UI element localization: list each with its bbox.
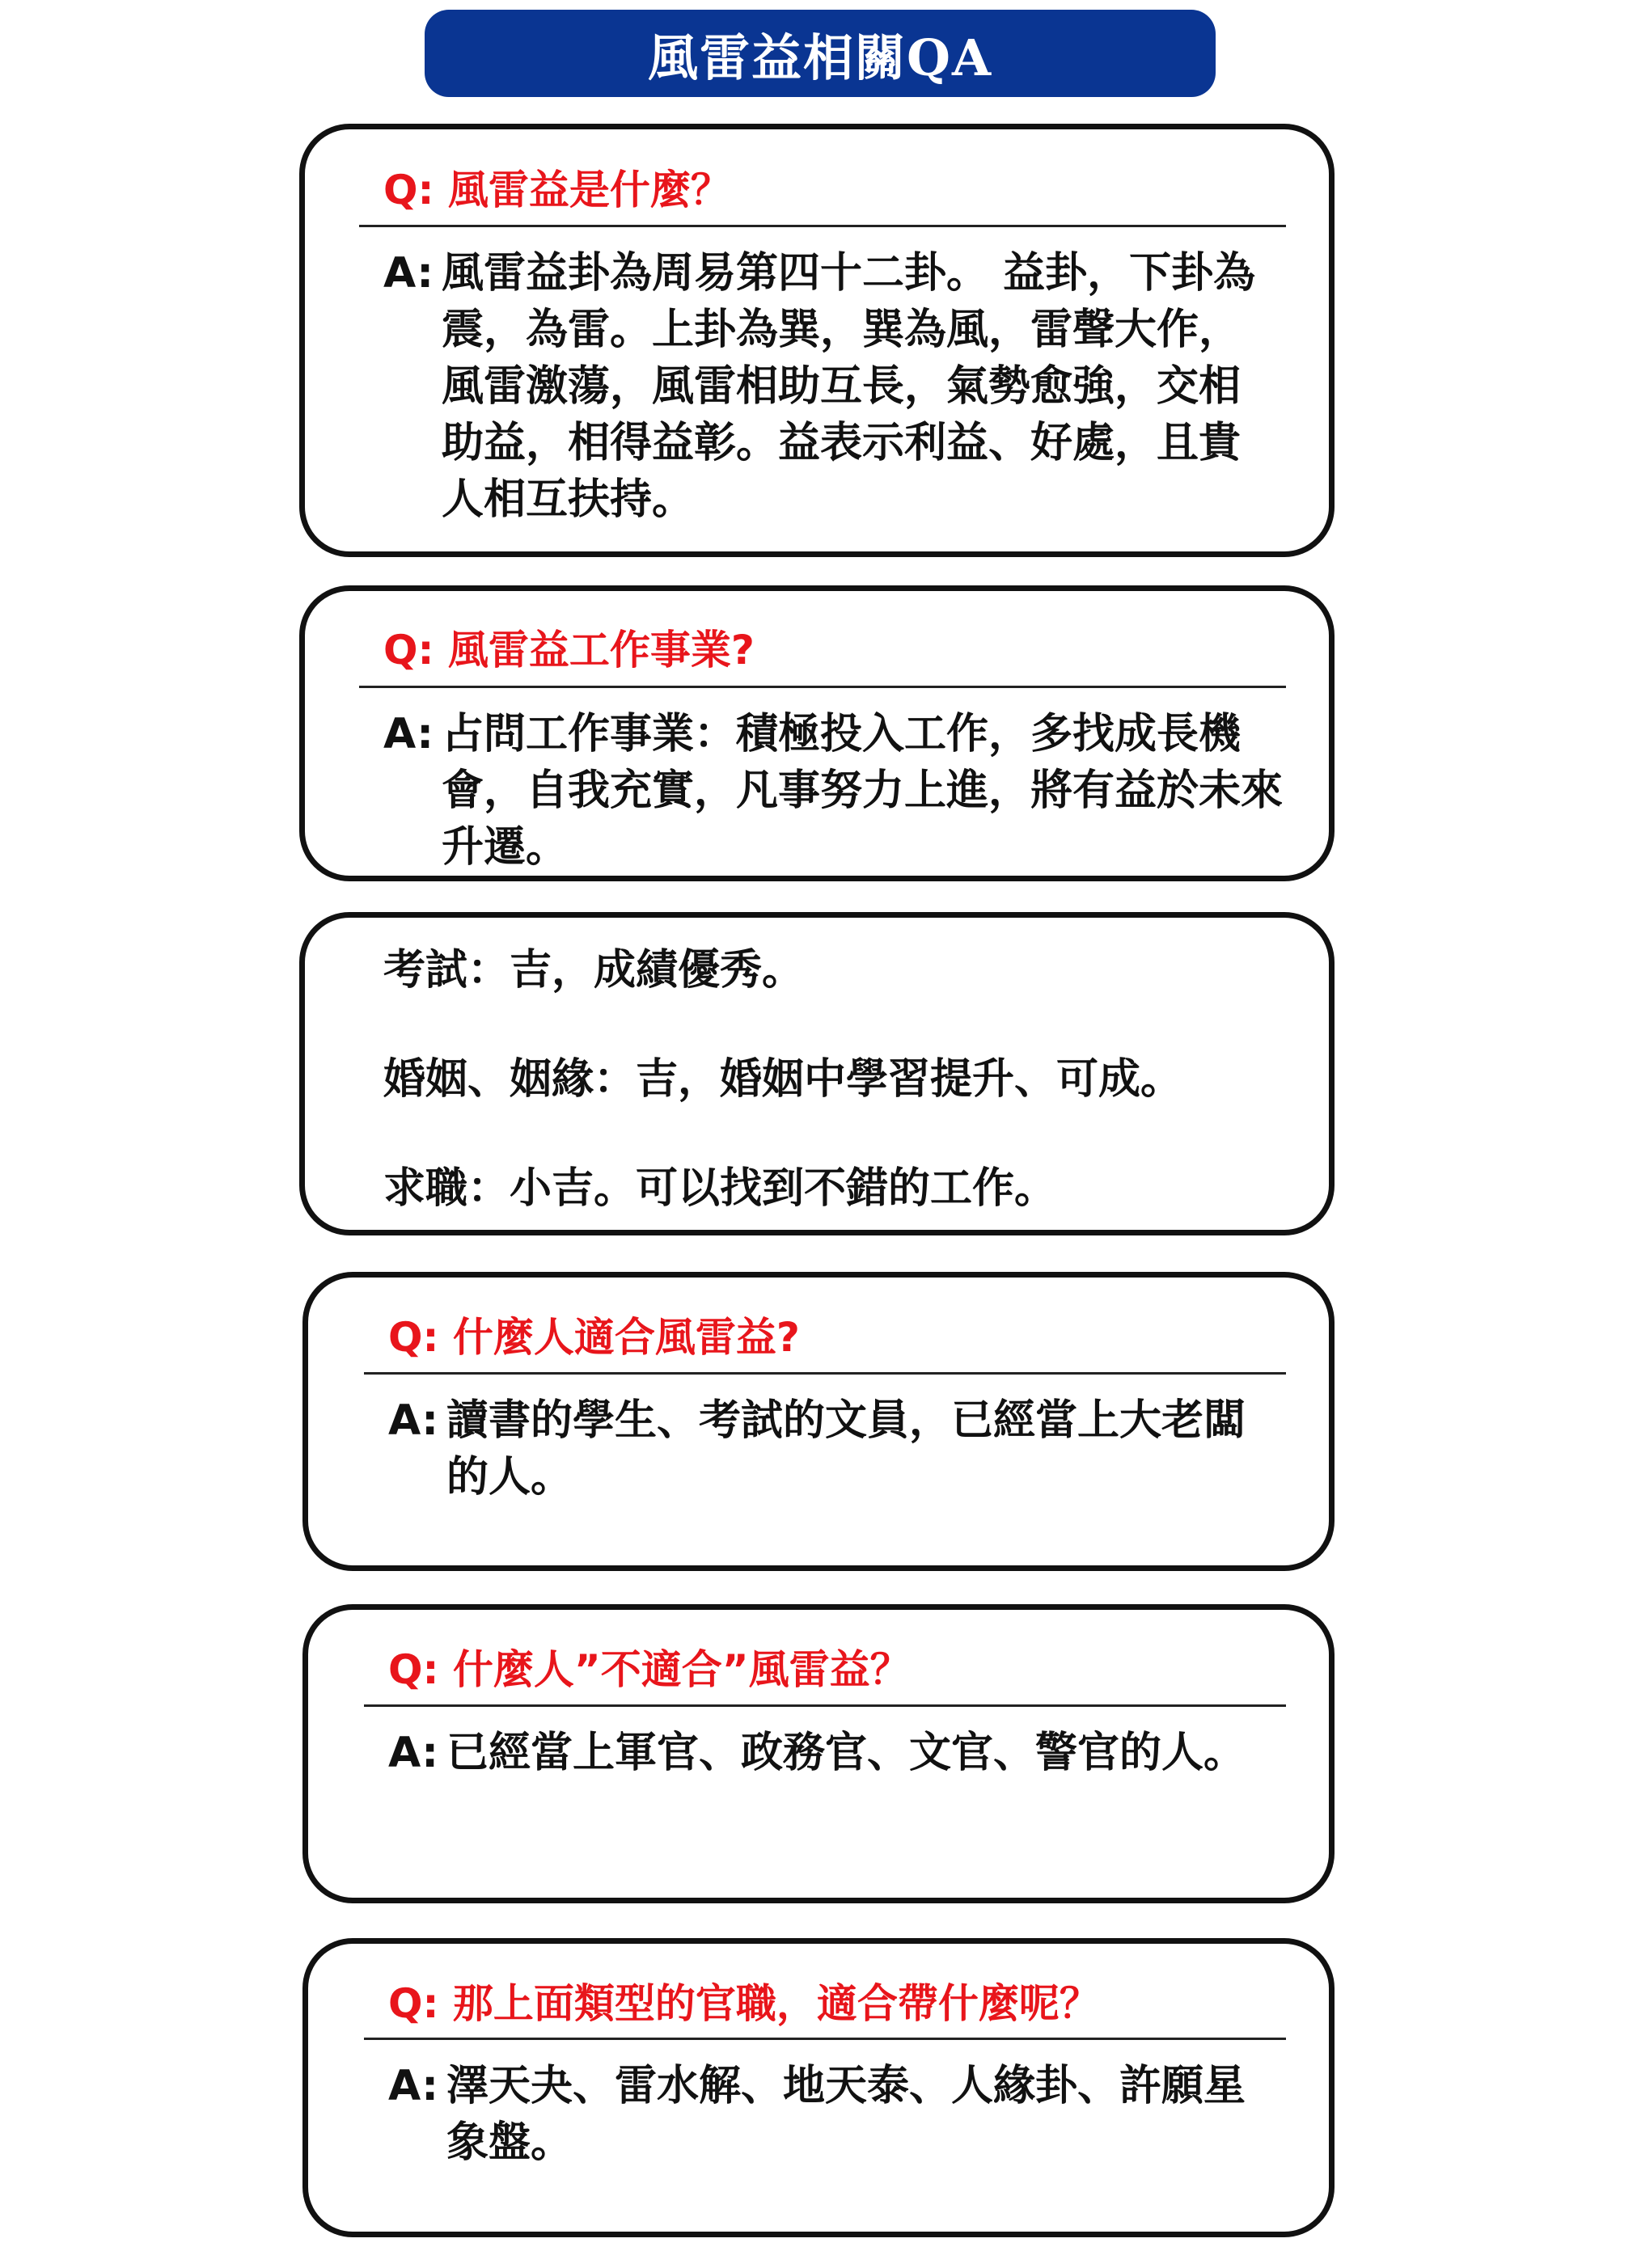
answer-text: 已經當上軍官、政務官、文官、警官的人。	[446, 1729, 1246, 1777]
divider	[359, 686, 1286, 688]
answer-prefix: A:	[388, 1396, 439, 1445]
answer	[388, 2058, 1270, 2171]
answer-prefix: A:	[388, 2062, 439, 2110]
question-text: Q: 什麼人”不適合”風雷益？	[388, 1646, 911, 1693]
question-text: Q: 什麼人適合風雷益?	[388, 1314, 800, 1361]
question-text: Q: 風雷益是什麼？	[383, 167, 731, 213]
question-text: Q: 那上面類型的官職，適合帶什麼呢？	[388, 1980, 1100, 2027]
divider	[359, 225, 1286, 227]
answer-prefix: A:	[383, 249, 434, 298]
answer-prefix: A:	[383, 710, 434, 758]
answer-text: 占問工作事業：積極投入工作，多找成長機會，自我充實，凡事努力上進，將有益於未來升遷。	[442, 710, 1284, 872]
divider	[364, 1704, 1286, 1707]
divider	[364, 2038, 1286, 2040]
answer	[388, 1392, 1270, 1506]
answer-text: 讀書的學生、考試的文員，已經當上大老闆的人。	[446, 1396, 1246, 1501]
info-line-marriage: 婚姻、姻緣：吉，婚姻中學習提升、可成。	[383, 1055, 1183, 1104]
title-banner	[425, 10, 1216, 97]
question-text: Q: 風雷益工作事業?	[383, 627, 755, 674]
divider	[364, 1372, 1286, 1375]
answer	[383, 245, 1265, 528]
answer	[388, 1725, 1270, 1781]
answer	[383, 706, 1297, 876]
answer-prefix: A:	[388, 1729, 439, 1777]
answer-text: 澤天夬、雷水解、地天泰、人緣卦、許願星象盤。	[446, 2062, 1246, 2167]
info-line-exam: 考試：吉，成績優秀。	[383, 946, 805, 995]
info-line-job: 求職：小吉。可以找到不錯的工作。	[383, 1164, 1057, 1213]
page-title: 風雷益相關QA	[647, 27, 993, 87]
answer-text: 風雷益卦為周易第四十二卦。 益卦，下卦為震，為雷。上卦為巽，巽為風，雷聲大作，風雷激蕩，風雷相助互長，氣勢愈強，交相助益，相得益彰。益表示利益、好處，且貴人相互扶持。	[442, 249, 1256, 524]
